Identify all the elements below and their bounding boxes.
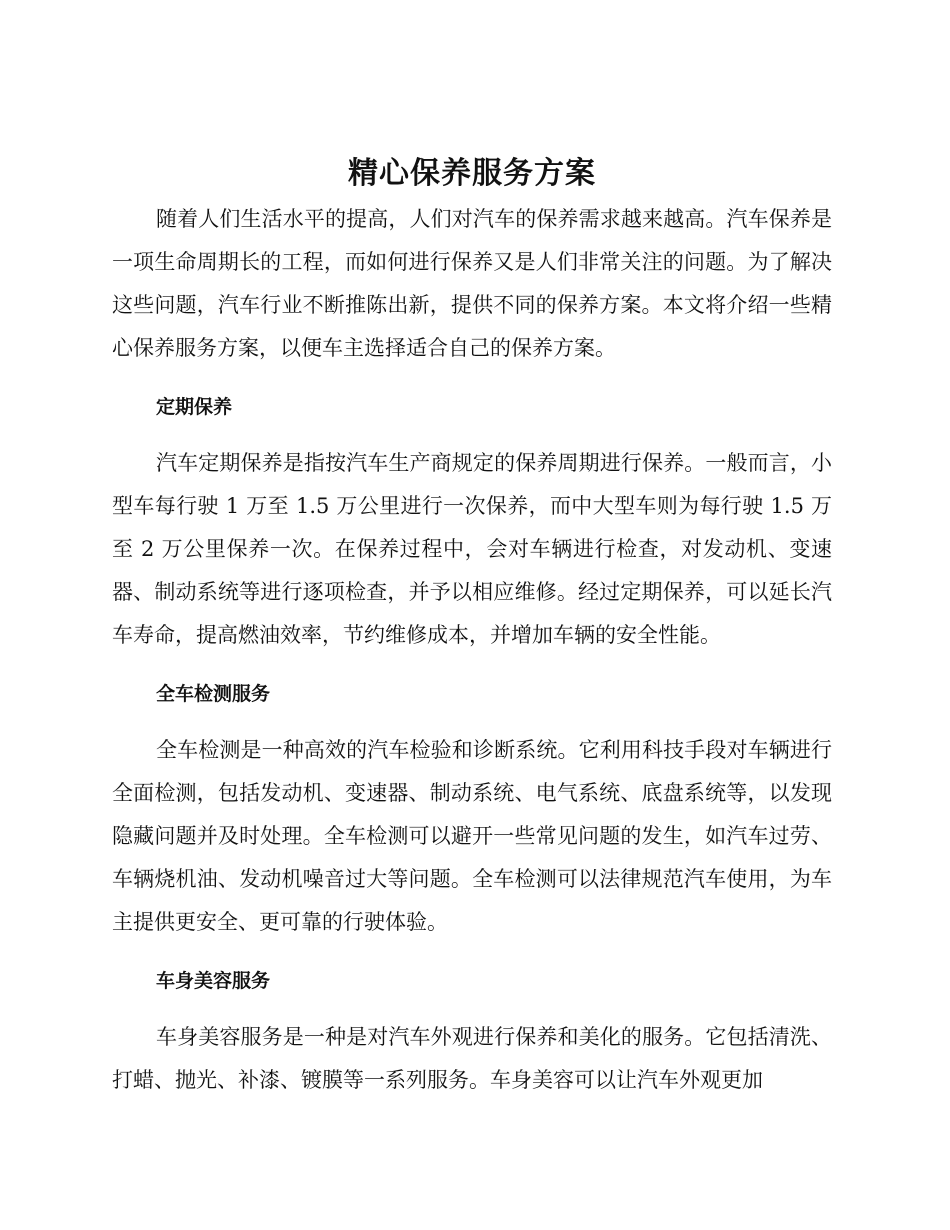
document-page bbox=[112, 150, 832, 1102]
section-heading-full-inspection: 全车检测服务 bbox=[156, 683, 271, 705]
section-body-body-beauty: 车身美容服务是一种是对汽车外观进行保养和美化的服务。它包括清洗、打蜡、抛光、补漆、镀膜等一系列服务。车身美容可以让汽车外观更加 bbox=[112, 1025, 832, 1092]
intro-paragraph: 随着人们生活水平的提高，人们对汽车的保养需求越来越高。汽车保养是一项生命周期长的工程，而如何进行保养又是人们非常关注的问题。为了解决这些问题，汽车行业不断推陈出新，提供不同的保养方案。本文将介绍一些精心保养服务方案，以便车主选择适合自己的保养方案。 bbox=[112, 207, 832, 360]
document-title: 精心保养服务方案 bbox=[348, 156, 596, 191]
section-body-full-inspection: 全车检测是一种高效的汽车检验和诊断系统。它利用科技手段对车辆进行全面检测，包括发动机、变速器、制动系统、电气系统、底盘系统等，以发现隐藏问题并及时处理。全车检测可以避开一些常见问题的发生，如汽车过劳、车辆烧机油、发动机噪音过大等问题。全车检测可以法律规范汽车使用，为车主提供更安全、更可靠的行驶体验。 bbox=[112, 738, 832, 934]
section-heading-regular-maintenance: 定期保养 bbox=[156, 396, 233, 418]
section-heading-body-beauty: 车身美容服务 bbox=[156, 970, 271, 992]
section-body-regular-maintenance: 汽车定期保养是指按汽车生产商规定的保养周期进行保养。一般而言，小型车每行驶 1 万至 1.5 万公里进行一次保养，而中大型车则为每行驶 1.5 万至 2 万公里保养一次。在保养过程中，会对车辆进行检查，对发动机、变速器、制动系统等进行逐项检查，并予以相应维修。经过定期保养，可以延长汽车寿命，提高燃油效率，节约维修成本，并增加车辆的安全性能。 bbox=[112, 451, 832, 647]
